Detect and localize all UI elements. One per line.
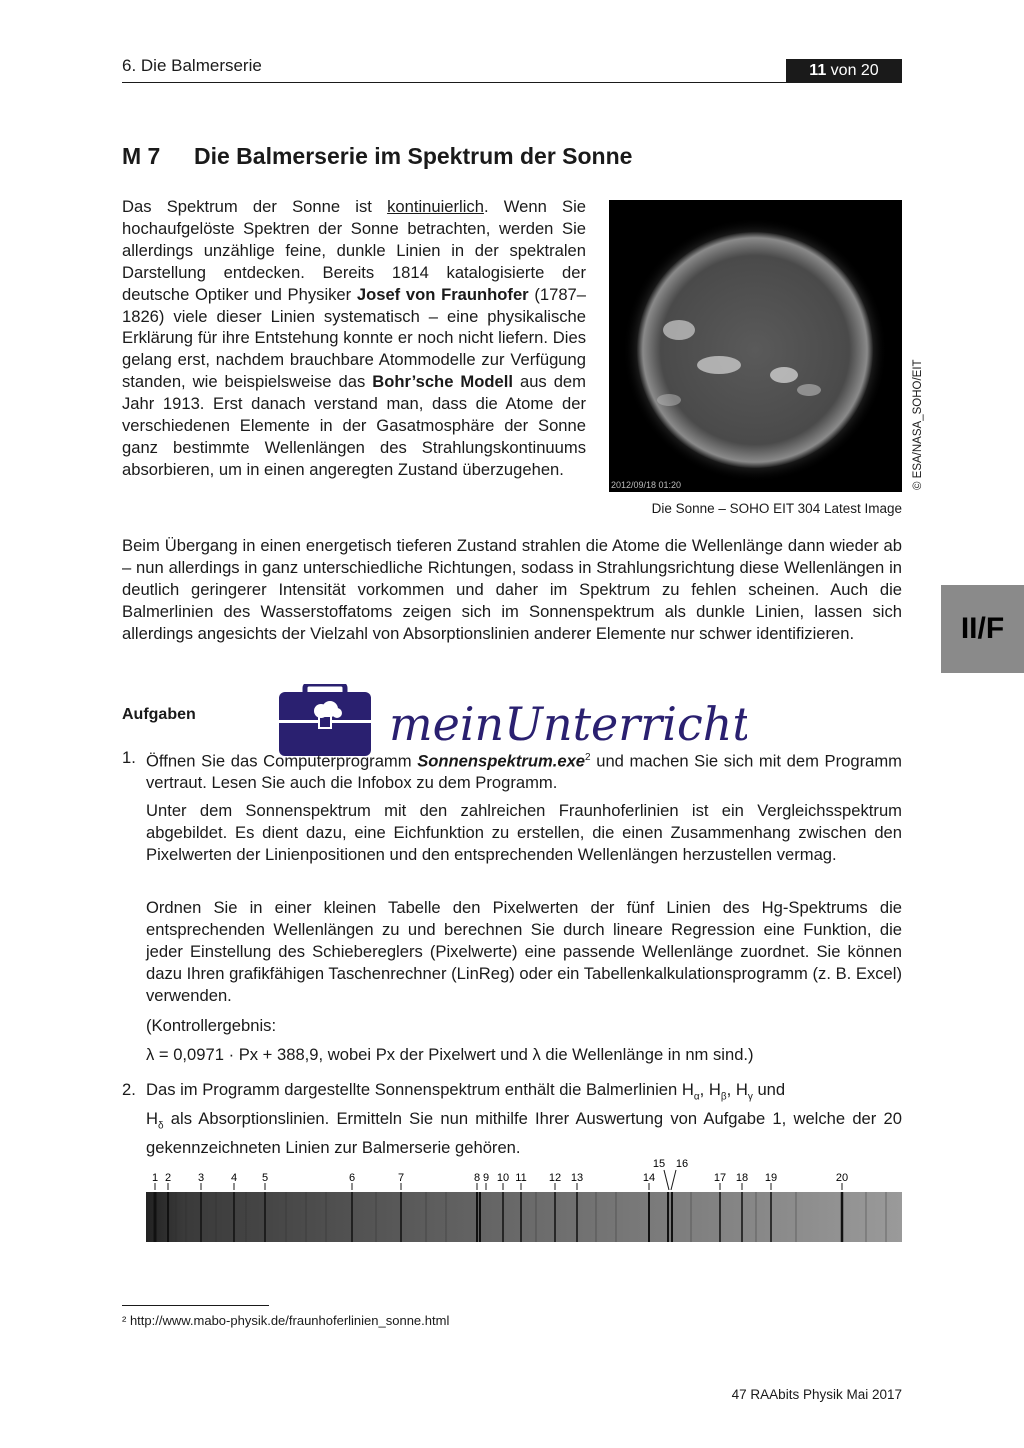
line-label-16: 16 [675, 1158, 689, 1170]
section-number: M 7 [122, 143, 161, 169]
line-label-2: 2 [164, 1172, 172, 1184]
h-gamma-index: γ [747, 1091, 753, 1103]
task-1-control-label: (Kontrollergebnis: [146, 1016, 277, 1035]
header-rule [122, 82, 902, 83]
program-name: Sonnenspektrum.exe [417, 751, 586, 771]
photo-caption: Die Sonne – SOHO EIT 304 Latest Image [651, 501, 902, 516]
intro-text-4: aus dem Jahr 1913. Erst danach verstand man, dass die Atome der verschiedenen Elemente in der Gasatmosphäre der Sonne ganz bestimmte Wellenlängen des Strahlungskontinuums absorbieren, um in einen angeregten Zustand überzugehen. [122, 372, 586, 479]
line-label-8: 8 [473, 1172, 481, 1184]
task-2-text-b: und [752, 1080, 786, 1099]
line-label-9: 9 [482, 1172, 490, 1184]
intro-bold-fraunhofer: Josef von Fraunhofer [356, 284, 529, 304]
line-label-3: 3 [197, 1172, 205, 1184]
h-beta-index: β [720, 1091, 727, 1103]
page-current: 11 [809, 62, 827, 79]
footnote-rule [122, 1305, 269, 1306]
line-label-11: 11 [515, 1172, 527, 1184]
line-label-4: 4 [230, 1172, 238, 1184]
page-total: von 20 [826, 62, 879, 79]
line-label-18: 18 [735, 1172, 749, 1184]
sun-disc-graphic [609, 200, 902, 492]
logo-text: meinUnterricht [389, 697, 747, 751]
side-tab: II/F [941, 585, 1024, 673]
intro-text-2: . Wenn Sie hochaufgelöste Spektren der Sonne betrachten, werden Sie allerdings unzählige feine, dunkle Linien in der spektralen Darstellung entdecken. Bereits 1814 katalogisierte der deutsche Optiker und Physiker [122, 197, 586, 304]
line-label-6: 6 [348, 1172, 356, 1184]
h-alpha-index: α [693, 1091, 700, 1103]
task-1-number: 1. [122, 748, 136, 767]
intro-underlined: kontinuierlich [387, 197, 484, 216]
line-label-5: 5 [261, 1172, 269, 1184]
task-1 [122, 747, 902, 794]
h-delta-index: δ [157, 1120, 164, 1132]
line-label-19: 19 [764, 1172, 778, 1184]
photo-timestamp: 2012/09/18 01:20 [611, 480, 682, 490]
line-label-14: 14 [642, 1172, 656, 1184]
section-heading: Die Balmerserie im Spektrum der Sonne [194, 143, 633, 169]
line-label-7: 7 [397, 1172, 405, 1184]
intro-text-1: Das Spektrum der Sonne ist [122, 197, 388, 216]
page-indicator [786, 59, 902, 82]
footnote: ² http://www.mabo-physik.de/fraunhoferlinien_sonne.html [122, 1313, 450, 1328]
formula-main: λ = 0,0971 · Px + 388,9 [146, 1045, 319, 1064]
body-paragraph: Beim Übergang in einen energetisch tieferen Zustand strahlen die Atome die Wellenlänge dann wieder ab – nun allerdings in ganz unterschiedliche Richtungen, sodass in Strahlungsrichtung diese Wellenlängen in deutlich geringerer Intensität vorkommen und daher im Spektrum zu fehlen scheinen. Auch die Balmerlinien des Wasserstoffatoms zeigen sich im Sonnenspektrum als dunkle Linien, lassen sich allerdings angesichts der Vielzahl von Absorptionslinien anderer Elemente nur schwer identifizieren. [122, 536, 902, 643]
line-label-12: 12 [548, 1172, 562, 1184]
tasks-heading: Aufgaben [122, 706, 196, 723]
solar-spectrum [146, 1192, 902, 1242]
formula-text-d: die Wellenlänge in nm sind.) [540, 1045, 754, 1064]
formula-lambda: λ [532, 1045, 541, 1064]
task-1-text-a: Öffnen Sie das Computerprogramm [146, 751, 418, 771]
line-label-15: 15 [652, 1158, 666, 1170]
intro-bold-bohr: Bohr’sche Modell [372, 372, 513, 392]
line-label-20: 20 [835, 1172, 849, 1184]
line-label-1: 1 [151, 1172, 159, 1184]
task-2-text-c: als Absorptionslinien. Ermitteln Sie nun mithilfe Ihrer Auswertung von Aufgabe 1, welche der 20 gekennzeichneten Linien zur Balmerserie gehören. [146, 1109, 902, 1158]
task-1-text-b: und machen Sie sich mit dem Programm vertraut. Lesen Sie auch die Infobox zu dem Programm. [146, 751, 902, 793]
page-footer: 47 RAAbits Physik Mai 2017 [731, 1387, 902, 1402]
regression-formula [146, 1045, 754, 1065]
task-1-paragraph-2: Unter dem Sonnenspektrum mit den zahlreichen Fraunhoferlinien ist ein Vergleichsspektrum abgebildet. Es dient dazu, eine Eichfunktion zu erstellen, die einen Zusammenhang zwischen den Pixelwerten der Linienpositionen und den entsprechenden Wellenlängen herzustellen vermag. [146, 801, 902, 864]
chapter-header: 6. Die Balmerserie [122, 56, 262, 75]
line-label-17: 17 [713, 1172, 727, 1184]
footnote-ref: 2 [585, 752, 591, 763]
task-1-paragraph-3: Ordnen Sie in einer kleinen Tabelle den Pixelwerten der fünf Linien des Hg-Spektrums die entsprechenden Wellenlängen zu und berechnen Sie durch lineare Regression eine Funktion, die jeder Einstellung des Schiebereglers (Pixelwerte) eine passende Wellenlänge zuordnet. Sie können dazu Ihren grafikfähigen Taschenrechner (LinReg) oder ein Tabellenkalkulationsprogramm (z. B. Excel) verwenden. [146, 898, 902, 1005]
line-label-13: 13 [570, 1172, 584, 1184]
photo-credit: © ESA/NASA_SOHO/EIT [912, 359, 924, 490]
section-title [122, 143, 632, 170]
task-2-number: 2. [122, 1080, 136, 1099]
sun-image [609, 200, 902, 492]
formula-text-b: , wobei Px der Pixelwert und [318, 1045, 533, 1064]
intro-text-3: (1787–1826) viele dieser Linien systematisch – eine physikalische Erklärung für ihre Entstehung konnte er noch nicht liefern. Dies gelang erst, nachdem brauchbare Atommodelle zur Verfügung standen, wie beispielsweise das [122, 284, 587, 392]
line-label-10: 10 [496, 1172, 510, 1184]
intro-paragraph [122, 196, 586, 481]
task-2: 2. Das im Programm dargestellte Sonnenspektrum enthält die Balmerlinien $H_\alpha$, $H_\beta$, $H_\gamma$ und $H_\delta$ als Absorptionslinien. Ermitteln Sie nun mithilfe Ihrer Auswertung von Aufgabe 1, welche der 20 gekennzeichneten Linien zur Balmerserie gehören. [122, 1080, 902, 1158]
spectrum-line-labels [146, 1155, 902, 1190]
task-2-text-a: Das im Programm dargestellte Sonnenspektrum enthält die Balmerlinien H [146, 1080, 694, 1099]
